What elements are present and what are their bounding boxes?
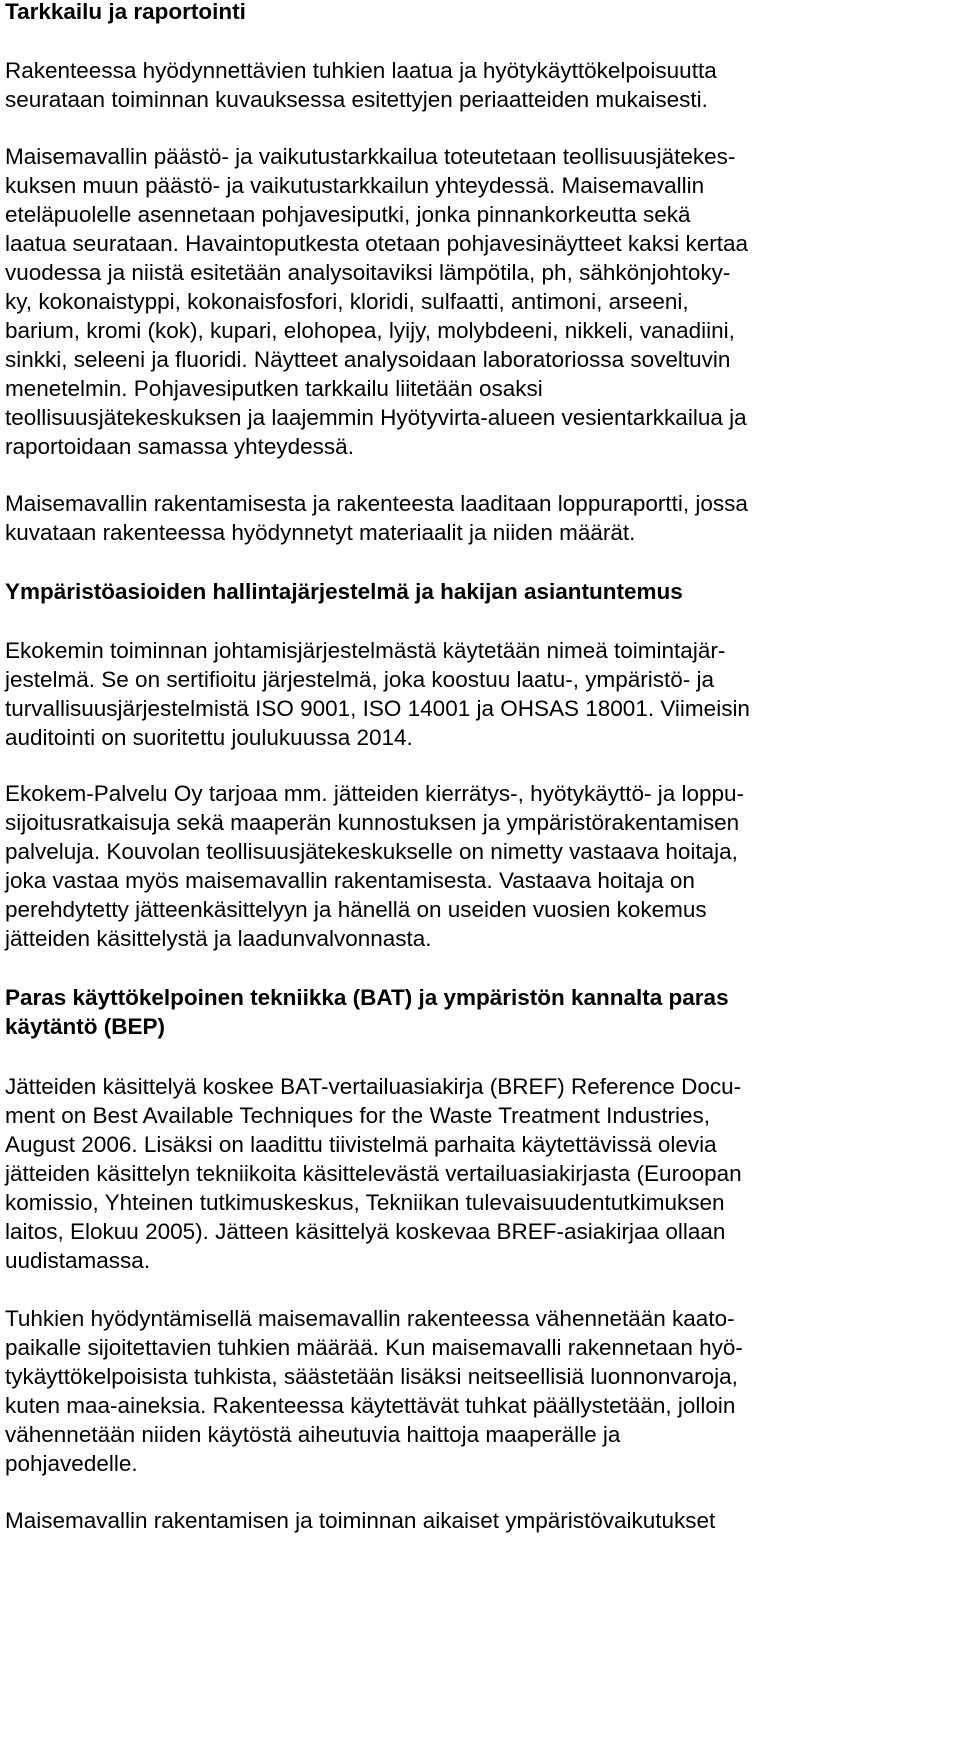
paragraph-line: Jätteiden käsittelyä koskee BAT-vertailuasiakirja (BREF) Reference Docu- [5,1074,742,1099]
paragraph-line: sijoitusratkaisuja sekä maaperän kunnostuksen ja ympäristörakentamisen [5,810,740,835]
paragraph-line: kuvataan rakenteessa hyödynnetyt materiaalit ja niiden määrät. [5,520,636,545]
paragraph-line: raportoidaan samassa yhteydessä. [5,434,354,459]
paragraph-line: turvallisuusjärjestelmistä ISO 9001, ISO 14001 ja OHSAS 18001. Viimeisin [5,696,750,721]
paragraph-line: kuksen muun päästö- ja vaikutustarkkailun yhteydessä. Maisemavallin [5,173,705,198]
section-heading-ymparistoasiat: Ympäristöasioiden hallintajärjestelmä ja hakijan asiantuntemus [5,579,683,604]
paragraph-line: jätteiden käsittelyn tekniikoita käsittelevästä vertailuasiakirjasta (Euroopan [5,1161,742,1186]
paragraph-line: ky, kokonaistyppi, kokonaisfosfori, kloridi, sulfaatti, antimoni, arseeni, [5,289,689,314]
paragraph-line: Ekokemin toiminnan johtamisjärjestelmästä käytetään nimeä toimintajär- [5,638,726,663]
paragraph-line: laatua seurataan. Havaintoputkesta otetaan pohjavesinäytteet kaksi kertaa [5,231,748,256]
paragraph-line: komissio, Yhteinen tutkimuskeskus, Tekniikan tulevaisuudentutkimuksen [5,1190,725,1215]
paragraph-line: paikalle sijoitettavien tuhkien määrää. Kun maisemavalli rakennetaan hyö- [5,1335,743,1360]
paragraph-line: seurataan toiminnan kuvauksessa esitettyjen periaatteiden mukaisesti. [5,87,708,112]
paragraph-line: Maisemavallin rakentamisesta ja rakenteesta laaditaan loppuraportti, jossa [5,491,748,516]
paragraph-line: ment on Best Available Techniques for the Waste Treatment Industries, [5,1103,710,1128]
paragraph-line: jestelmä. Se on sertifioitu järjestelmä, joka koostuu laatu-, ympäristö- ja [5,667,715,692]
paragraph-line: tykäyttökelpoisista tuhkista, säästetään lisäksi neitseellisiä luonnonvaroja, [5,1364,738,1389]
section-heading-bat-cont: käytäntö (BEP) [5,1014,166,1039]
paragraph-line: joka vastaa myös maisemavallin rakentamisesta. Vastaava hoitaja on [5,868,695,893]
paragraph-line: Tuhkien hyödyntämisellä maisemavallin rakenteessa vähennetään kaato- [5,1306,735,1331]
paragraph-line: August 2006. Lisäksi on laadittu tiivistelmä parhaita käytettävissä olevia [5,1132,717,1157]
paragraph-line: auditointi on suoritettu joulukuussa 2014. [5,725,413,750]
paragraph-line: eteläpuolelle asennetaan pohjavesiputki, jonka pinnankorkeutta sekä [5,202,691,227]
paragraph-line: jätteiden käsittelystä ja laadunvalvonnasta. [5,926,432,951]
section-heading-tarkkailu: Tarkkailu ja raportointi [5,0,246,24]
paragraph-line: barium, kromi (kok), kupari, elohopea, lyijy, molybdeeni, nikkeli, vanadiini, [5,318,735,343]
paragraph-line: Maisemavallin päästö- ja vaikutustarkkailua toteutetaan teollisuusjätekes- [5,144,736,169]
paragraph-line: vuodessa ja niistä esitetään analysoitaviksi lämpötila, ph, sähkönjohtoky- [5,260,731,285]
paragraph-line: vähennetään niiden käytöstä aiheutuvia haittoja maaperälle ja [5,1422,621,1447]
paragraph-line: teollisuusjätekeskuksen ja laajemmin Hyötyvirta-alueen vesientarkkailua ja [5,405,747,430]
section-heading-bat: Paras käyttökelpoinen tekniikka (BAT) ja ympäristön kannalta paras [5,985,729,1010]
paragraph-line: palveluja. Kouvolan teollisuusjätekeskukselle on nimetty vastaava hoitaja, [5,839,738,864]
paragraph-line: uudistamassa. [5,1248,151,1273]
paragraph-line: perehdytetty jätteenkäsittelyyn ja hänellä on useiden vuosien kokemus [5,897,707,922]
paragraph-line: Maisemavallin rakentamisen ja toiminnan aikaiset ympäristövaikutukset [5,1508,716,1533]
paragraph-line: laitos, Elokuu 2005). Jätteen käsittelyä koskevaa BREF-asiakirjaa ollaan [5,1219,726,1244]
paragraph-line: Rakenteessa hyödynnettävien tuhkien laatua ja hyötykäyttökelpoisuutta [5,58,717,83]
paragraph-line: Ekokem-Palvelu Oy tarjoaa mm. jätteiden kierrätys-, hyötykäyttö- ja loppu- [5,781,745,806]
paragraph-line: pohjavedelle. [5,1451,138,1476]
paragraph-line: menetelmin. Pohjavesiputken tarkkailu liitetään osaksi [5,376,543,401]
paragraph-line: sinkki, seleeni ja fluoridi. Näytteet analysoidaan laboratoriossa soveltuvin [5,347,731,372]
paragraph-line: kuten maa-aineksia. Rakenteessa käytettävät tuhkat päällystetään, jolloin [5,1393,736,1418]
